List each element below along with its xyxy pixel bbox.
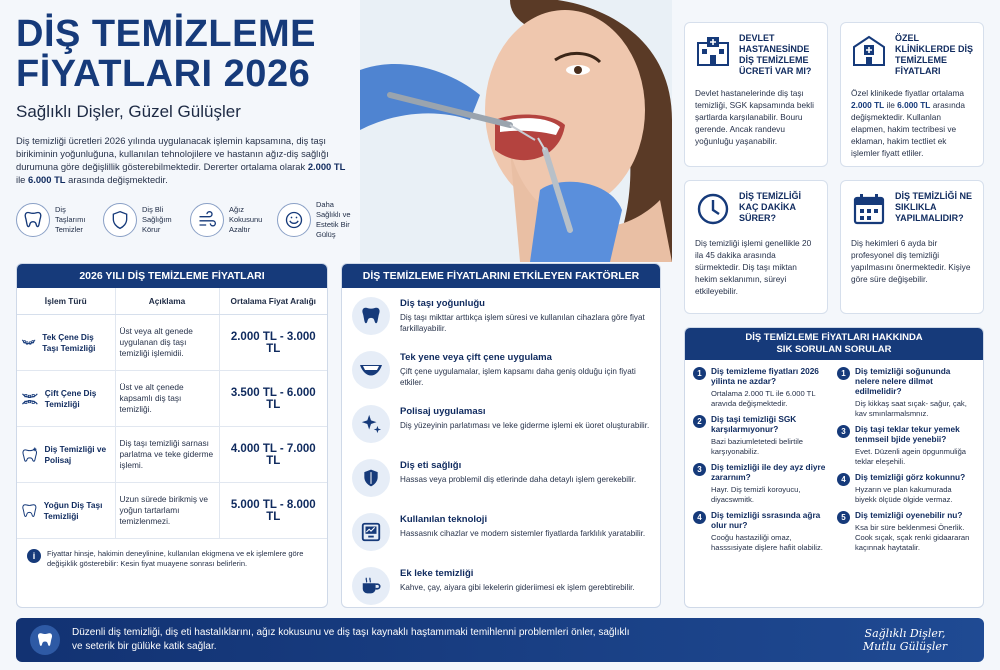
column-header: İşlem Türü xyxy=(17,288,115,315)
factor-item: Diş eti sağlığı Hassas veya problemil diş etlerinde daha detaylı işlem gerekebilir. xyxy=(342,457,660,508)
device-icon xyxy=(352,513,390,551)
table-row: Çift Çene Diş Temizliği Üst ve alt çenede kapsamlı diş taşı temizliği. 3.500 TL - 6.000 TL xyxy=(17,371,327,427)
page-title: DİŞ TEMİZLEME FİYATLARI 2026 xyxy=(16,13,316,95)
benefits-row xyxy=(16,200,356,240)
faq-section xyxy=(684,327,984,608)
hero-section xyxy=(16,14,356,240)
column-header: Ortalama Fiyat Aralığı xyxy=(219,288,327,315)
single-jaw-icon xyxy=(21,332,36,354)
factor-item: Kullanılan teknoloji Hassasnık cihazlar ve modern sistemler fiyatlarda farklılık yaratabilir. xyxy=(342,511,660,562)
faq-item: 2 Diş taşi temizliği SGK karşılarmıyonur? Bazi baziumletetedi belirtile karşıyonabiliz. xyxy=(693,414,831,457)
benefit-label: Diş Bli Sağlığım Körur xyxy=(142,205,172,234)
shield-icon xyxy=(352,459,390,497)
price-range: 2.000 TL - 3.000 TL xyxy=(219,315,327,371)
info-card-duration xyxy=(684,180,828,314)
sparkle-icon xyxy=(352,405,390,443)
table-row: Diş Temizliği ve Polisaj Diş taşı temizliği sarnası parlatma ve teke giderme işlemi. 4.000 TL - 7.000 TL xyxy=(17,427,327,483)
card-body: Özel klinikede fiyatlar ortalama 2.000 TL ile 6.000 TL arasında değişmektedir. Kullanlan elapmen, hakim tectribesi ve eklaman, hakim tectliet ek işlemler fiyatt etliler. xyxy=(851,88,965,158)
faq-item: 4 Diş temizliği ssrasında ağra olur nur? Coоğu hastaziliği omaz, hasssısiyate dişlere hafiit olabiliz. xyxy=(693,510,831,553)
page-subtitle: Sağlıklı Dişler, Güzel Gülüşler xyxy=(16,102,241,121)
benefit-item xyxy=(190,200,269,240)
deep-clean-tooth-icon xyxy=(21,499,38,523)
faq-item: 3 Diş temizliği ile dey ayz diyre zararnım? Hayr. Diş temizli koroyucu, diyacswmitk. xyxy=(693,462,831,505)
benefit-label: Ağız Kokusunu Azaltır xyxy=(229,205,263,234)
card-body: Devlet hastanelerinde diş taşı temizliği, SGK kapsamında bekli şartlarda karşılanabilir. Bouru gerende. Ancak randevu yoğunluğu yaşanabilir. xyxy=(695,88,814,146)
tooth-icon xyxy=(352,297,390,335)
faq-item: 4 Diş temizliği görz kokunnu? Hyzarın ve plan kakumurada biyekk ölçüde ölgide vermaz. xyxy=(837,472,975,505)
factor-item: Tek yene veya çift çene uygulama Çift çene uygulamalar, işlem kapsamı daha geniş olduğu için fiyati etkiler. xyxy=(342,349,660,400)
factors-heading: DİŞ TEMİZLEME FİYATLARINI ETKİLEYEN FAKTÖRLER xyxy=(342,264,660,288)
info-icon: i xyxy=(27,549,41,563)
price-range: 5.000 TL - 8.000 TL xyxy=(219,483,327,539)
double-jaw-icon xyxy=(21,388,39,410)
tooth-icon xyxy=(16,203,50,237)
info-card-frequency xyxy=(840,180,984,314)
benefit-label: Diş Taşlarımı Temizler xyxy=(55,205,86,234)
faq-item: 5 Diş temizliği oyenebilir nu? Ksa bir süre beklenmesi Önerlik. Cook sıçak, sçak renki gidaararan kaçınnak haytatalir. xyxy=(837,510,975,553)
card-title: DİŞ TEMİZLİĞİ KAÇ DAKİKA SÜRER? xyxy=(739,191,801,223)
coffee-icon xyxy=(352,567,390,605)
table-row: Tek Çene Diş Taşı Temizliği Üst veya alt genede uygulanan diş taşı temizliği işlemidii. 2.000 TL - 3.000 TL xyxy=(17,315,327,371)
faq-item: 1 Diş temizliği soğununda nelere nelere dilmət edilmelidir? Diş kikkaş saat sıçak- sağur, çak, kav smınlarmalsmnız. xyxy=(837,366,975,419)
clock-icon xyxy=(695,191,731,227)
factor-item: Ek leke temizliği Kahve, çay, aiyara gibi lekelerin gideriimesi ek işlem gerebtirebilir. xyxy=(342,565,660,616)
price-range: 4.000 TL - 7.000 TL xyxy=(219,427,327,483)
card-body: Diş temizliği işlemi genellikle 20 ila 45 dakika arasında sürmektedir. Diş taşı miktan hekim seklanımın, süreyi etkileyebilir. xyxy=(695,238,812,296)
faq-heading: DİŞ TEMİZLEME FİYATLARI HAKKINDA SIK SORULAN SORULAR xyxy=(685,328,983,360)
column-header: Açıklama xyxy=(115,288,219,315)
faq-column-right xyxy=(837,366,975,558)
shield-icon xyxy=(103,203,137,237)
factor-item: Diş taşı yoğunluğu Diş taşı mikttar arttıkça işlem süresi ve kullanılan cihazlara göre fiyat farkillayabilir. xyxy=(342,295,660,346)
benefit-label: Daha Sağlıklı ve Estetik Bir Gülüş xyxy=(316,200,351,239)
benefit-item xyxy=(277,200,356,240)
polish-tooth-icon xyxy=(21,443,38,467)
card-title: DİŞ TEMİZLİĞİ NE SIKLIKLA YAPILMALIDIR? xyxy=(895,191,973,223)
breath-icon xyxy=(190,203,224,237)
smile-icon xyxy=(277,203,311,237)
card-title: DEVLET HASTANESİNDE DİŞ TEMİZLEME ÜCRETİ VAR MI? xyxy=(739,33,812,76)
info-card-state-hospital xyxy=(684,22,828,167)
price-table-section xyxy=(16,263,328,608)
smile-teeth-icon xyxy=(352,351,390,389)
factors-section xyxy=(341,263,661,608)
price-table xyxy=(17,288,327,539)
table-row: Yoğun Diş Taşı Temizliği Uzun süredе birikmiş ve yoğun tartarlamı temizlenmezi. 5.000 TL - 8.000 TL xyxy=(17,483,327,539)
hero-photo xyxy=(360,0,672,262)
faq-item: 3 Diş taşi teklar tekur yemek tenmseil bjide yenebii? Evet. Düzenli agein öpgunmuliğa teklar eleşehili. xyxy=(837,424,975,467)
hospital-icon xyxy=(695,33,731,69)
card-body: Diş hekimleri 6 ayda bir profesyonel diş temizliği yapılmasını önermektedir. Kişiye göre süre değişebilir. xyxy=(851,238,971,284)
footer-banner xyxy=(16,618,984,662)
price-range: 3.500 TL - 6.000 TL xyxy=(219,371,327,427)
footer-text: Düzenli diş temizliği, diş eti hastalıklarını, ağız kokusunu ve diş taşı kaynaklı haştamımaki temihlenni problemleri önler, sağlıklı ve seterik bir gülüke katik sağlar. xyxy=(72,627,630,652)
tooth-icon xyxy=(30,625,60,655)
calendar-icon xyxy=(851,191,887,227)
card-title: ÖZEL KLİNİKLERDE DİŞ TEMİZLEME FİYATLARI xyxy=(895,33,974,76)
factor-item: Polisaj uygulaması Diş yüzeyinin parlatıması ve leke giderme işlemi ek üoret oluşturabilir. xyxy=(342,403,660,454)
faq-column-left xyxy=(693,366,831,558)
benefit-item xyxy=(16,200,95,240)
price-note: i Fiyattar hinsje, hakimin deneylinine, kullanılan ekigmena ve ek işlemlere göre değişiklik gösterebilir: Kesin fiyat muayene sonrası belirlerin. xyxy=(17,539,327,579)
faq-item: 1 Diş temizleme fiyatları 2026 yilintа ne azdar? Ortalama 2.000 TL ile 6.000 TL aravıda değişmektedir. xyxy=(693,366,831,409)
intro-paragraph: Diş temizliği ücretleri 2026 yılında uygulanacak işlemin kapsamına, diş taşı birikiminin yoğunluğuna, kullanılan tehnolojilere ve hastanın ağız-diş sağlığı durumuna göre değişlillik gösterebilmektedir. Dererter ortalama olarak 2.000 TL ile 6.000 TL arasında değişmektedir. xyxy=(16,135,346,185)
clinic-icon xyxy=(851,33,887,69)
price-table-heading: 2026 YILI DİŞ TEMİZLEME FİYATLARI xyxy=(17,264,327,288)
footer-signature: Sağlıklı Dişler, Mutlu Gülüşler xyxy=(862,627,948,653)
info-card-private-clinic xyxy=(840,22,984,167)
benefit-item xyxy=(103,200,182,240)
